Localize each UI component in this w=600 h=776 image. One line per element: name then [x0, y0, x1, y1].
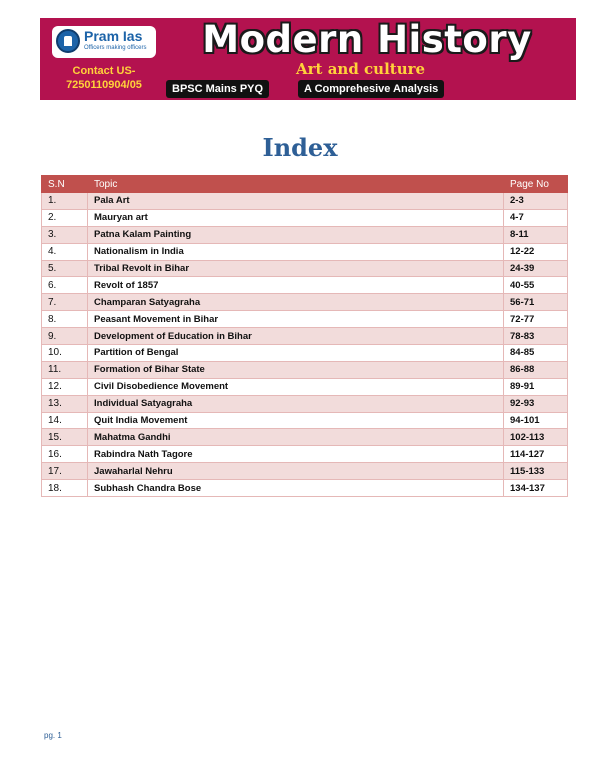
- row-topic: Civil Disobedience Movement: [88, 378, 504, 395]
- row-topic: Rabindra Nath Tagore: [88, 446, 504, 463]
- page-number: pg. 1: [44, 731, 62, 740]
- logo-tagline: Officers making officers: [84, 45, 147, 51]
- table-row: [42, 412, 568, 429]
- row-page: 78-83: [504, 328, 568, 345]
- row-sn: 7.: [42, 294, 88, 311]
- row-sn: 8.: [42, 311, 88, 328]
- row-topic: Pala Art: [88, 193, 504, 210]
- header-topic: Topic: [88, 176, 504, 193]
- row-page: 84-85: [504, 345, 568, 362]
- globe-icon: [56, 29, 80, 53]
- contact-info: [48, 64, 160, 92]
- row-page: 102-113: [504, 429, 568, 446]
- row-sn: 2.: [42, 209, 88, 226]
- banner-title: Modern History: [202, 18, 532, 61]
- row-sn: 12.: [42, 378, 88, 395]
- table-row: [42, 277, 568, 294]
- table-row: [42, 480, 568, 497]
- row-page: 115-133: [504, 463, 568, 480]
- row-page: 94-101: [504, 412, 568, 429]
- row-topic: Nationalism in India: [88, 243, 504, 260]
- row-sn: 18.: [42, 480, 88, 497]
- row-sn: 15.: [42, 429, 88, 446]
- row-page: 92-93: [504, 395, 568, 412]
- row-page: 72-77: [504, 311, 568, 328]
- row-sn: 4.: [42, 243, 88, 260]
- row-page: 86-88: [504, 361, 568, 378]
- header-sn: S.N: [42, 176, 88, 193]
- header-page: Page No: [504, 176, 568, 193]
- row-sn: 10.: [42, 345, 88, 362]
- row-sn: 5.: [42, 260, 88, 277]
- row-topic: Quit India Movement: [88, 412, 504, 429]
- index-table: [41, 175, 568, 497]
- row-page: 56-71: [504, 294, 568, 311]
- table-row: [42, 328, 568, 345]
- row-sn: 14.: [42, 412, 88, 429]
- row-page: 4-7: [504, 209, 568, 226]
- row-page: 24-39: [504, 260, 568, 277]
- table-row: [42, 294, 568, 311]
- table-row: [42, 361, 568, 378]
- row-topic: Subhash Chandra Bose: [88, 480, 504, 497]
- row-page: 114-127: [504, 446, 568, 463]
- row-topic: Mahatma Gandhi: [88, 429, 504, 446]
- row-topic: Formation of Bihar State: [88, 361, 504, 378]
- analysis-badge: A Comprehesive Analysis: [298, 80, 444, 98]
- row-page: 12-22: [504, 243, 568, 260]
- logo-name: Pram Ias: [84, 28, 143, 44]
- table-row: [42, 226, 568, 243]
- row-topic: Mauryan art: [88, 209, 504, 226]
- row-sn: 1.: [42, 193, 88, 210]
- row-page: 2-3: [504, 193, 568, 210]
- row-topic: Patna Kalam Painting: [88, 226, 504, 243]
- row-topic: Development of Education in Bihar: [88, 328, 504, 345]
- row-topic: Revolt of 1857: [88, 277, 504, 294]
- row-topic: Individual Satyagraha: [88, 395, 504, 412]
- row-sn: 9.: [42, 328, 88, 345]
- row-sn: 3.: [42, 226, 88, 243]
- pyq-badge: BPSC Mains PYQ: [166, 80, 269, 98]
- table-row: [42, 193, 568, 210]
- table-row: [42, 345, 568, 362]
- row-topic: Peasant Movement in Bihar: [88, 311, 504, 328]
- banner-subtitle: Art and culture: [296, 60, 426, 78]
- row-page: 134-137: [504, 480, 568, 497]
- row-page: 89-91: [504, 378, 568, 395]
- contact-number: 7250110904/05: [66, 79, 142, 91]
- row-sn: 17.: [42, 463, 88, 480]
- table-row: [42, 209, 568, 226]
- row-sn: 11.: [42, 361, 88, 378]
- row-topic: Tribal Revolt in Bihar: [88, 260, 504, 277]
- table-row: [42, 260, 568, 277]
- table-row: [42, 463, 568, 480]
- header-banner: [40, 18, 576, 100]
- row-topic: Partition of Bengal: [88, 345, 504, 362]
- table-row: [42, 429, 568, 446]
- table-row: [42, 446, 568, 463]
- row-topic: Champaran Satyagraha: [88, 294, 504, 311]
- row-page: 8-11: [504, 226, 568, 243]
- row-sn: 13.: [42, 395, 88, 412]
- table-row: [42, 311, 568, 328]
- page-title: Index: [262, 133, 338, 162]
- row-topic: Jawaharlal Nehru: [88, 463, 504, 480]
- row-sn: 16.: [42, 446, 88, 463]
- row-page: 40-55: [504, 277, 568, 294]
- table-row: [42, 243, 568, 260]
- table-row: [42, 378, 568, 395]
- table-row: [42, 395, 568, 412]
- brand-logo: [52, 26, 156, 58]
- contact-label: Contact US-: [72, 65, 136, 77]
- table-header-row: [42, 176, 568, 193]
- row-sn: 6.: [42, 277, 88, 294]
